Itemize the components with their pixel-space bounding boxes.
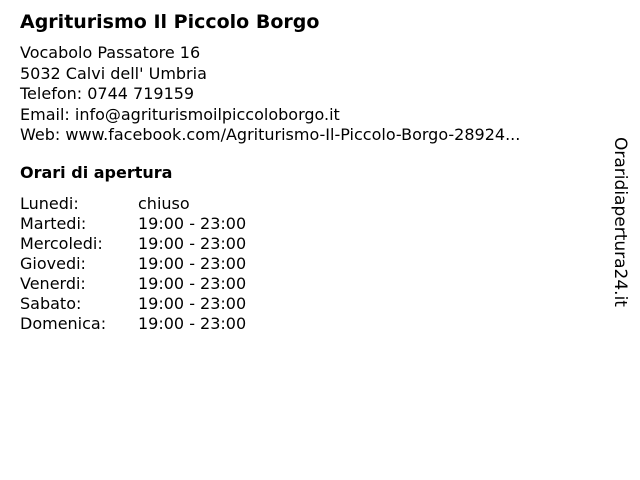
day-label: Domenica: <box>20 314 107 333</box>
time-value: 19:00 - 23:00 <box>138 294 247 313</box>
hours-row-monday <box>20 194 246 214</box>
address-block <box>20 43 520 146</box>
day-label: Giovedi: <box>20 254 86 273</box>
phone-line: Telefon: 0744 719159 <box>20 84 195 103</box>
day-label: Venerdi: <box>20 274 86 293</box>
opening-hours-title: Orari di apertura <box>20 163 173 182</box>
time-value: 19:00 - 23:00 <box>138 314 247 333</box>
day-label: Lunedi: <box>20 194 79 213</box>
time-value: 19:00 - 23:00 <box>138 274 247 293</box>
time-value: 19:00 - 23:00 <box>138 234 247 253</box>
opening-hours-list <box>20 194 246 334</box>
day-label: Sabato: <box>20 294 82 313</box>
business-name: Agriturismo Il Piccolo Borgo <box>20 11 320 33</box>
site-watermark <box>600 134 640 309</box>
site-watermark-text: Oraridiapertura24.it <box>610 136 630 307</box>
hours-row-tuesday <box>20 214 246 234</box>
time-value: chiuso <box>138 194 190 213</box>
hours-row-sunday <box>20 314 246 334</box>
street-address: Vocabolo Passatore 16 <box>20 43 201 62</box>
hours-row-wednesday <box>20 234 246 254</box>
day-label: Martedi: <box>20 214 87 233</box>
hours-row-saturday <box>20 294 246 314</box>
day-label: Mercoledi: <box>20 234 103 253</box>
time-value: 19:00 - 23:00 <box>138 214 247 233</box>
city-address: 5032 Calvi dell' Umbria <box>20 63 207 83</box>
hours-row-friday <box>20 274 246 294</box>
hours-row-thursday <box>20 254 246 274</box>
web-line: Web: www.facebook.com/Agriturismo-Il-Piccolo-Borgo-28924... <box>20 125 521 144</box>
time-value: 19:00 - 23:00 <box>138 254 247 273</box>
email-line: Email: info@agriturismoilpiccoloborgo.it <box>20 104 340 124</box>
